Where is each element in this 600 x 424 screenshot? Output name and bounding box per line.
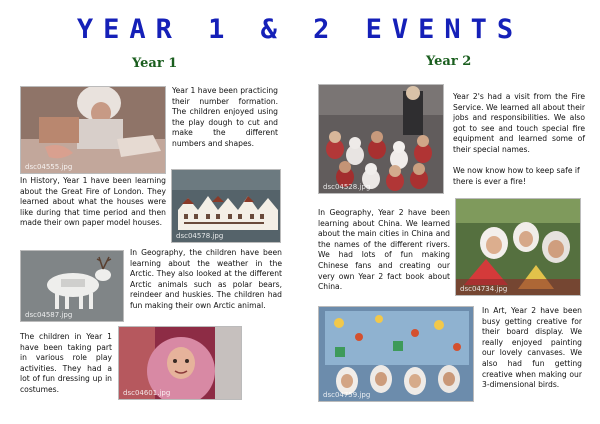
photo-play-dough	[20, 86, 166, 174]
photo-paper-houses	[171, 169, 281, 243]
year2-art-text: In Art, Year 2 have been busy getting creative for their board display. We really enjoyed painting our lovely canvases. We also had fun getting creative when making our 3-dimensional birds.	[482, 306, 582, 390]
photo-art-display	[318, 306, 474, 402]
photo-role-play	[118, 326, 242, 400]
year2-geography-text: In Geography, Year 2 have been learning about China. We learned about the main cities in China and the names of the different rivers. We had lots of fun making Chinese fans and creating our very own Year 2 fact book about China.	[318, 208, 450, 292]
photo-arctic-animal	[20, 250, 124, 322]
year2-heading: Year 2	[426, 54, 472, 69]
art-display-picture	[319, 307, 474, 402]
photo-caption: dsc04587.jpg	[25, 311, 73, 319]
photo-caption: dsc04578.jpg	[176, 232, 224, 240]
photo-caption: dsc04759.jpg	[323, 391, 371, 399]
photo-chinese-fans	[455, 198, 581, 296]
year1-role-play-text: The children in Year 1 have been taking part in various role play activities. They had a lot of fun dressing up in costumes.	[20, 332, 112, 394]
fire-service-picture	[319, 85, 444, 194]
photo-caption: dsc04734.jpg	[460, 285, 508, 293]
photo-fire-service	[318, 84, 444, 194]
year1-history-text: In History, Year 1 have been learning about the Great Fire of London. They learned about what the houses were like during that time period and then made their own paper model houses.	[20, 176, 166, 228]
photo-caption: dsc04601.jpg	[123, 389, 171, 397]
photo-caption: dsc04555.jpg	[25, 163, 73, 171]
year1-number-formation-text: Year 1 have been practicing their number formation. The children enjoyed using the play dough to cut and make the different numbers and shapes.	[172, 86, 278, 148]
chinese-fans-picture	[456, 199, 581, 296]
newsletter-title: YEAR 1 & 2 EVENTS	[76, 14, 524, 45]
year1-geography-text: In Geography, the children have been learning about the weather in the Arctic. They also looked at the different Arctic animals such as polar bears, reindeer and huskies. The children had fun making their own Arctic animal.	[130, 248, 282, 310]
year2-fire-service-text: Year 2's had a visit from the Fire Service. We learned all about their jobs and responsibilities. We also got to see and touch special fire equipment and learned some of their special names.	[453, 92, 585, 154]
play-dough-picture	[21, 87, 166, 174]
photo-caption: dsc04528.jpg	[323, 183, 371, 191]
year2-fire-safety-text: We now know how to keep safe if there is ever a fire!	[453, 166, 580, 186]
year1-heading: Year 1	[132, 56, 178, 71]
